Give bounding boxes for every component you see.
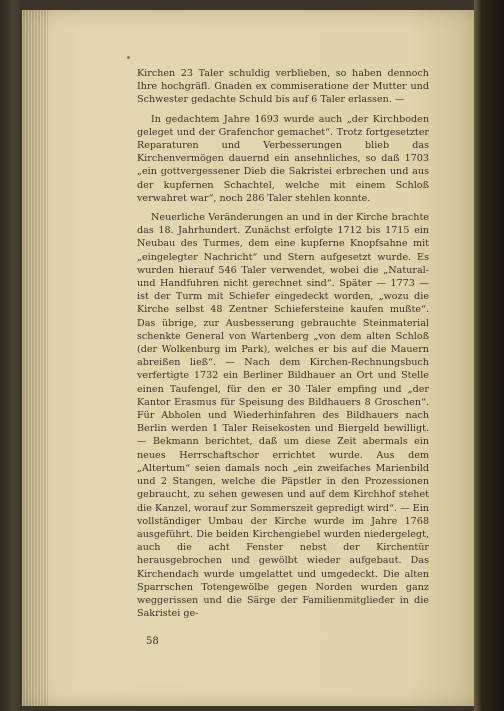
paper-speck — [127, 56, 130, 59]
book-binding — [474, 0, 504, 711]
page-text — [137, 67, 429, 620]
paragraph-1: Kirchen 23 Taler schuldig verblieben, so haben dennoch Ihre hochgräfl. Gnaden ex commiseratione der Mutter und Schwester gedachte Schuld bis auf 6 Taler erlassen. — — [137, 68, 429, 106]
page-number: 58 — [146, 636, 159, 647]
page-edges — [22, 10, 48, 706]
paragraph-3: Neuerliche Veränderungen an und in der Kirche brachte das 18. Jahrhundert. Zunächst erfolgte 1712 bis 1715 ein Neubau des Turmes, dem eine kupferne Knopfsahne mit „eingelegter Nachricht“ und Stern aufgesetzt wurde. Es wurden hierauf 546 Taler verwendet, wobei die „Natural- und Handfuhren nicht gerechnet sind“. Später — 1773 — ist der Turm mit Schiefer eingedeckt worden, „wozu die Kirche selbst 48 Zentner Schiefersteine kaufen mußte“. Das übrige, zur Ausbesserung gebrauchte Steinmaterial schenkte General von Wartenberg „von dem alten Schloß (der Wolkenburg im Park), welches er bis auf die Mauern abreißen ließ“. — Nach dem Kirchen-Rechnungsbuch verfertigte 1732 ein Berliner Bildhauer an Ort und Stelle einen Taufengel, für den er 30 Taler empfing und „der Kantor Erasmus für Speisung des Bildhauers 8 Groschen“. Für Abholen und Wiederhinfahren des Bildhauers nach Berlin werden 1 Taler Reisekosten und Biergeld bewilligt. — Bekmann berichtet, daß um diese Zeit abermals ein neues Herrschaftschor errichtet wurde. Aus dem „Altertum“ seien damals noch „ein zweifaches Marienbild und 2 Stangen, welche die Päpstler in den Prozessionen gebraucht, zu sehen gewesen und auf dem Kirchhof stehet die Kanzel, worauf zur Sommerszeit gepredigt wird“. — Ein vollständiger Umbau der Kirche wurde im Jahre 1768 ausgeführt. Die beiden Kirchengiebel wurden niedergelegt, auch die acht Fenster nebst der Kirchentür herausgebrochen und gewölbt wieder aufgebaut. Das Kirchendach wurde umgelattet und umgedeckt. Die alten Sparrschen Totengewölbe gegen Norden wurden ganz weggerissen und die Särge der Familienmitglieder in die Sakristei ge- — [137, 212, 429, 620]
paragraph-2: In gedachtem Jahre 1693 wurde auch „der Kirchboden geleget und der Grafenchor gemachet“. Trotz fortgesetzter Reparaturen und Verbesserungen blieb das Kirchenvermögen dauernd ein ansehnliches, so daß 1703 „ein gottvergessener Dieb die Sakristei erbrechen und aus der kupfernen Schachtel, welche mit einem Schloß verwahret war“, noch 286 Taler stehlen konnte. — [137, 113, 429, 204]
